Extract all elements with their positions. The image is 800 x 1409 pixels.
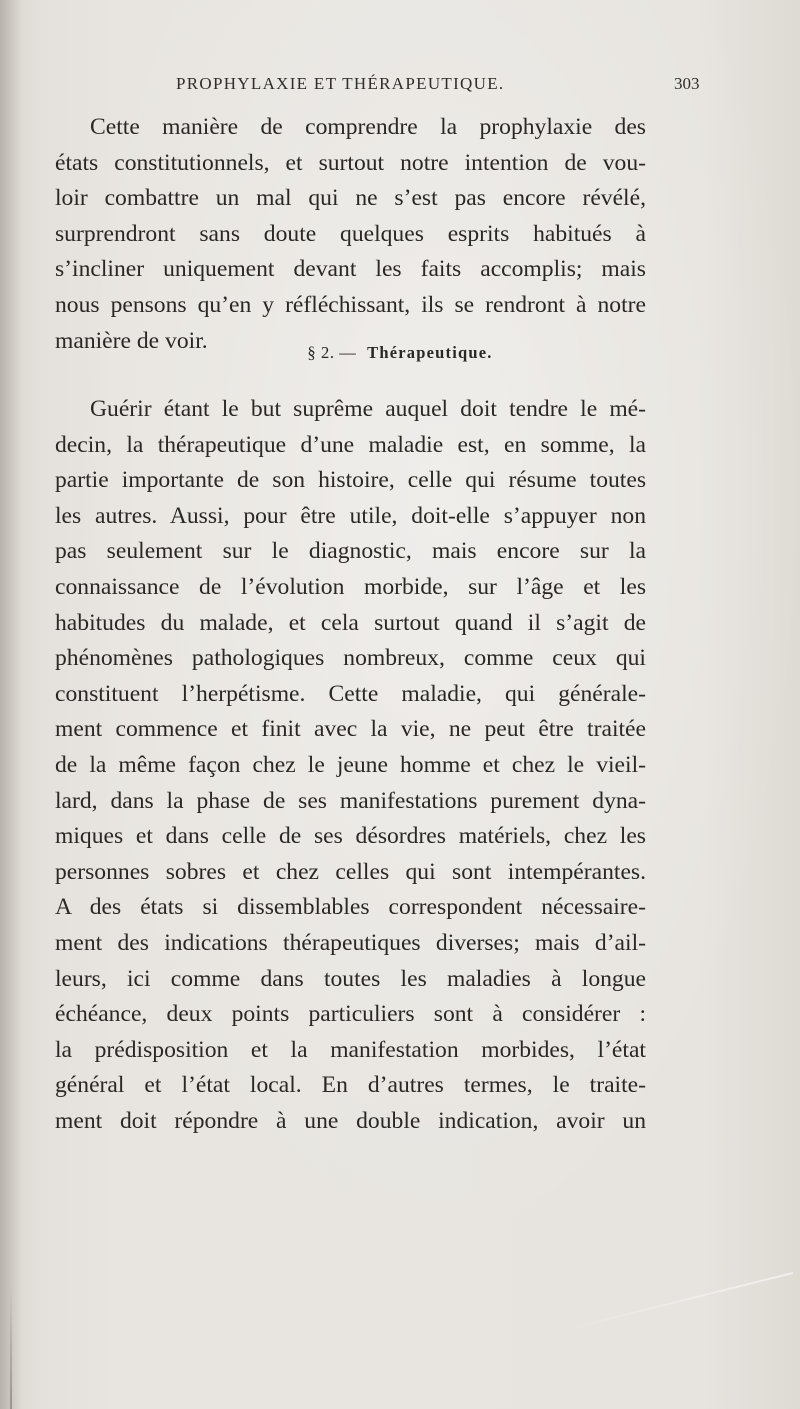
section-number: § 2. —: [307, 343, 357, 362]
text-line: les autres. Aussi, pour être utile, doit-elle s’appuyer non: [55, 502, 646, 529]
text-line: nous pensons qu’en y réfléchissant, ils se rendront à notre: [55, 291, 646, 318]
running-title: PROPHYLAXIE ET THÉRAPEUTIQUE.: [176, 74, 505, 93]
text-line: de la même façon chez le jeune homme et chez le vieil-: [55, 751, 646, 778]
section-heading: [0, 343, 800, 363]
binding-shadow: [0, 0, 22, 1409]
text-line: s’incliner uniquement devant les faits accomplis; mais: [55, 256, 646, 283]
running-header: [0, 66, 800, 96]
text-line: constituent l’herpétisme. Cette maladie, qui générale-: [55, 680, 646, 707]
text-line: lard, dans la phase de ses manifestations purement dyna-: [55, 787, 646, 814]
text-line: échéance, deux points particuliers sont à considérer :: [55, 1001, 646, 1028]
paragraph-2: [55, 392, 646, 1139]
text-line: général et l’état local. En d’autres termes, le traite-: [55, 1072, 646, 1099]
text-line: ment des indications thérapeutiques diverses; mais d’ail-: [55, 929, 646, 956]
text-line: A des états si dissemblables correspondent nécessaire-: [55, 894, 646, 921]
text-line: phénomènes pathologiques nombreux, comme ceux qui: [55, 645, 646, 672]
text-line: ment commence et finit avec la vie, ne peut être traitée: [55, 716, 646, 743]
text-line: manière de voir.: [55, 327, 208, 354]
text-line: surprendront sans doute quelques esprits habitués à: [55, 220, 646, 247]
text-line: personnes sobres et chez celles qui sont intempérantes.: [55, 858, 646, 885]
text-line: decin, la thérapeutique d’une maladie est, en somme, la: [55, 431, 646, 458]
text-line: partie importante de son histoire, celle qui résume toutes: [55, 467, 646, 494]
text-line: leurs, ici comme dans toutes les maladies à longue: [55, 965, 646, 992]
section-title: Thérapeutique.: [367, 343, 493, 362]
paragraph-1: [55, 110, 646, 359]
text-line: pas seulement sur le diagnostic, mais encore sur la: [55, 538, 646, 565]
text-line: Guérir étant le but suprême auquel doit tendre le mé-: [90, 396, 646, 422]
text-line: ment doit répondre à une double indication, avoir un: [55, 1107, 646, 1134]
page-number: 303: [674, 74, 700, 93]
text-line: Cette manière de comprendre la prophylaxie des: [90, 114, 646, 140]
paper-fold-streak: [560, 1272, 793, 1332]
text-line: connaissance de l’évolution morbide, sur l’âge et les: [55, 573, 646, 600]
text-line: loir combattre un mal qui ne s’est pas encore révélé,: [55, 185, 646, 212]
page-edge-mark: [10, 1290, 12, 1409]
text-line: états constitutionnels, et surtout notre intention de vou-: [55, 149, 646, 176]
text-line: habitudes du malade, et cela surtout quand il s’agit de: [55, 609, 646, 636]
text-line: la prédisposition et la manifestation morbides, l’état: [55, 1036, 646, 1063]
text-line: miques et dans celle de ses désordres matériels, chez les: [55, 823, 646, 850]
